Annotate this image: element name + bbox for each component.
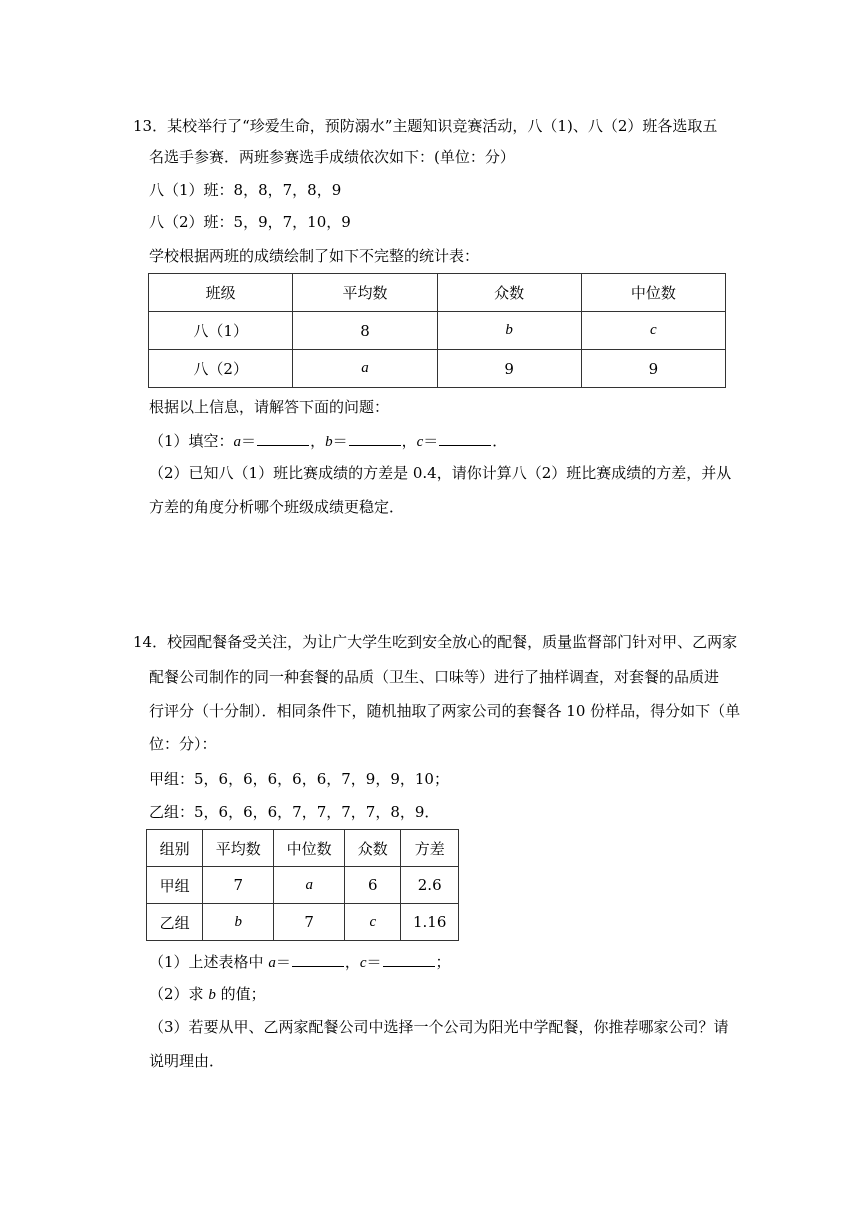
table-header-cell: 平均数 — [293, 274, 437, 312]
table-cell: 6 — [345, 867, 401, 904]
q13-prompt: 根据以上信息，请解答下面的问题： — [149, 398, 390, 416]
table-header-cell: 中位数 — [274, 830, 345, 867]
equals-sign: ＝ — [366, 953, 382, 971]
table-header-cell: 平均数 — [203, 830, 274, 867]
q13-class1-scores: 八（1）班：8，8，7，8，9 — [149, 181, 342, 199]
answer-blank-a[interactable] — [292, 951, 344, 967]
answer-blank-a[interactable] — [257, 430, 309, 446]
table-header-cell: 班级 — [149, 274, 293, 312]
equals-sign: ＝ — [275, 953, 291, 971]
variable-c: c — [416, 434, 424, 450]
table-cell: 八（2） — [149, 350, 293, 388]
comma: ， — [344, 953, 360, 971]
comma: ， — [401, 432, 417, 450]
table-cell: 8 — [293, 312, 437, 350]
part-label: （1）上述表格中 — [149, 953, 269, 971]
q13-stats-table — [148, 273, 726, 388]
part-label: （1）填空： — [149, 432, 234, 450]
q13-stem-line2: 名选手参赛．两班参赛选手成绩依次如下：(单位：分） — [149, 148, 515, 166]
equals-sign: ＝ — [241, 432, 257, 450]
table-cell: a — [293, 350, 437, 388]
period: ． — [492, 432, 508, 450]
q14-stats-table — [146, 829, 459, 941]
comma: ， — [310, 432, 326, 450]
q14-part1 — [149, 951, 451, 973]
q14-stem-line1: 14．校园配餐备受关注，为让广大学生吃到安全放心的配餐，质量监督部门针对甲、乙两家 — [133, 633, 738, 651]
answer-blank-c[interactable] — [383, 951, 435, 967]
table-cell: b — [203, 904, 274, 941]
semicolon: ； — [435, 953, 451, 971]
q14-part3-line1: （3）若要从甲、乙两家配餐公司中选择一个公司为阳光中学配餐，你推荐哪家公司？请 — [149, 1018, 729, 1036]
q14-stem-line2: 配餐公司制作的同一种套餐的品质（卫生、口味等）进行了抽样调查，对套餐的品质进 — [149, 668, 720, 686]
table-cell: 1.16 — [401, 904, 459, 941]
table-header-row — [147, 830, 459, 867]
variable-a: a — [268, 955, 276, 971]
q13-class2-scores: 八（2）班：5，9，7，10，9 — [149, 213, 351, 231]
table-header-cell: 众数 — [345, 830, 401, 867]
equals-sign: ＝ — [423, 432, 439, 450]
table-cell: a — [274, 867, 345, 904]
table-cell: 2.6 — [401, 867, 459, 904]
answer-blank-b[interactable] — [349, 430, 401, 446]
part-label: （2）求 — [149, 985, 209, 1003]
q13-part1 — [149, 430, 507, 452]
variable-b: b — [325, 434, 333, 450]
answer-blank-c[interactable] — [439, 430, 491, 446]
q14-part2 — [149, 984, 266, 1005]
q14-part3-line2: 说明理由． — [149, 1052, 225, 1070]
part-text: 的值； — [215, 985, 266, 1003]
table-row — [149, 312, 726, 350]
q14-group-a-scores: 甲组：5，6，6，6，6，6，7，9，9，10； — [149, 770, 449, 788]
table-cell: 7 — [203, 867, 274, 904]
table-cell: 甲组 — [147, 867, 203, 904]
table-cell: 7 — [274, 904, 345, 941]
table-cell: 八（1） — [149, 312, 293, 350]
table-row — [147, 867, 459, 904]
table-cell: 9 — [581, 350, 725, 388]
q13-stem-line1: 13．某校举行了“珍爱生命，预防溺水”主题知识竞赛活动，八（1)、八（2）班各选取五 — [133, 117, 718, 135]
table-cell: c — [345, 904, 401, 941]
table-header-cell: 中位数 — [581, 274, 725, 312]
table-row — [149, 350, 726, 388]
q14-stem-line4: 位：分）： — [149, 735, 217, 753]
table-row — [147, 904, 459, 941]
variable-a: a — [233, 434, 242, 450]
table-header-cell: 众数 — [437, 274, 581, 312]
q13-part2-line2: 方差的角度分析哪个班级成绩更稳定． — [149, 498, 405, 516]
table-cell: 乙组 — [147, 904, 203, 941]
variable-b: b — [208, 987, 216, 1003]
table-header-cell: 组别 — [147, 830, 203, 867]
table-header-cell: 方差 — [401, 830, 459, 867]
table-cell: 9 — [437, 350, 581, 388]
q13-part2-line1: （2）已知八（1）班比赛成绩的方差是 0.4，请你计算八（2）班比赛成绩的方差，并从 — [149, 464, 732, 482]
equals-sign: ＝ — [332, 432, 348, 450]
table-cell: b — [437, 312, 581, 350]
variable-c: c — [359, 955, 367, 971]
q13-table-intro: 学校根据两班的成绩绘制了如下不完整的统计表： — [149, 247, 480, 265]
table-cell: c — [581, 312, 725, 350]
q14-stem-line3: 行评分（十分制）．相同条件下，随机抽取了两家公司的套餐各 10 份样品，得分如下（单 — [149, 702, 741, 720]
q14-group-b-scores: 乙组：5，6，6，6，7，7，7，7，8，9． — [149, 803, 440, 821]
table-header-row — [149, 274, 726, 312]
